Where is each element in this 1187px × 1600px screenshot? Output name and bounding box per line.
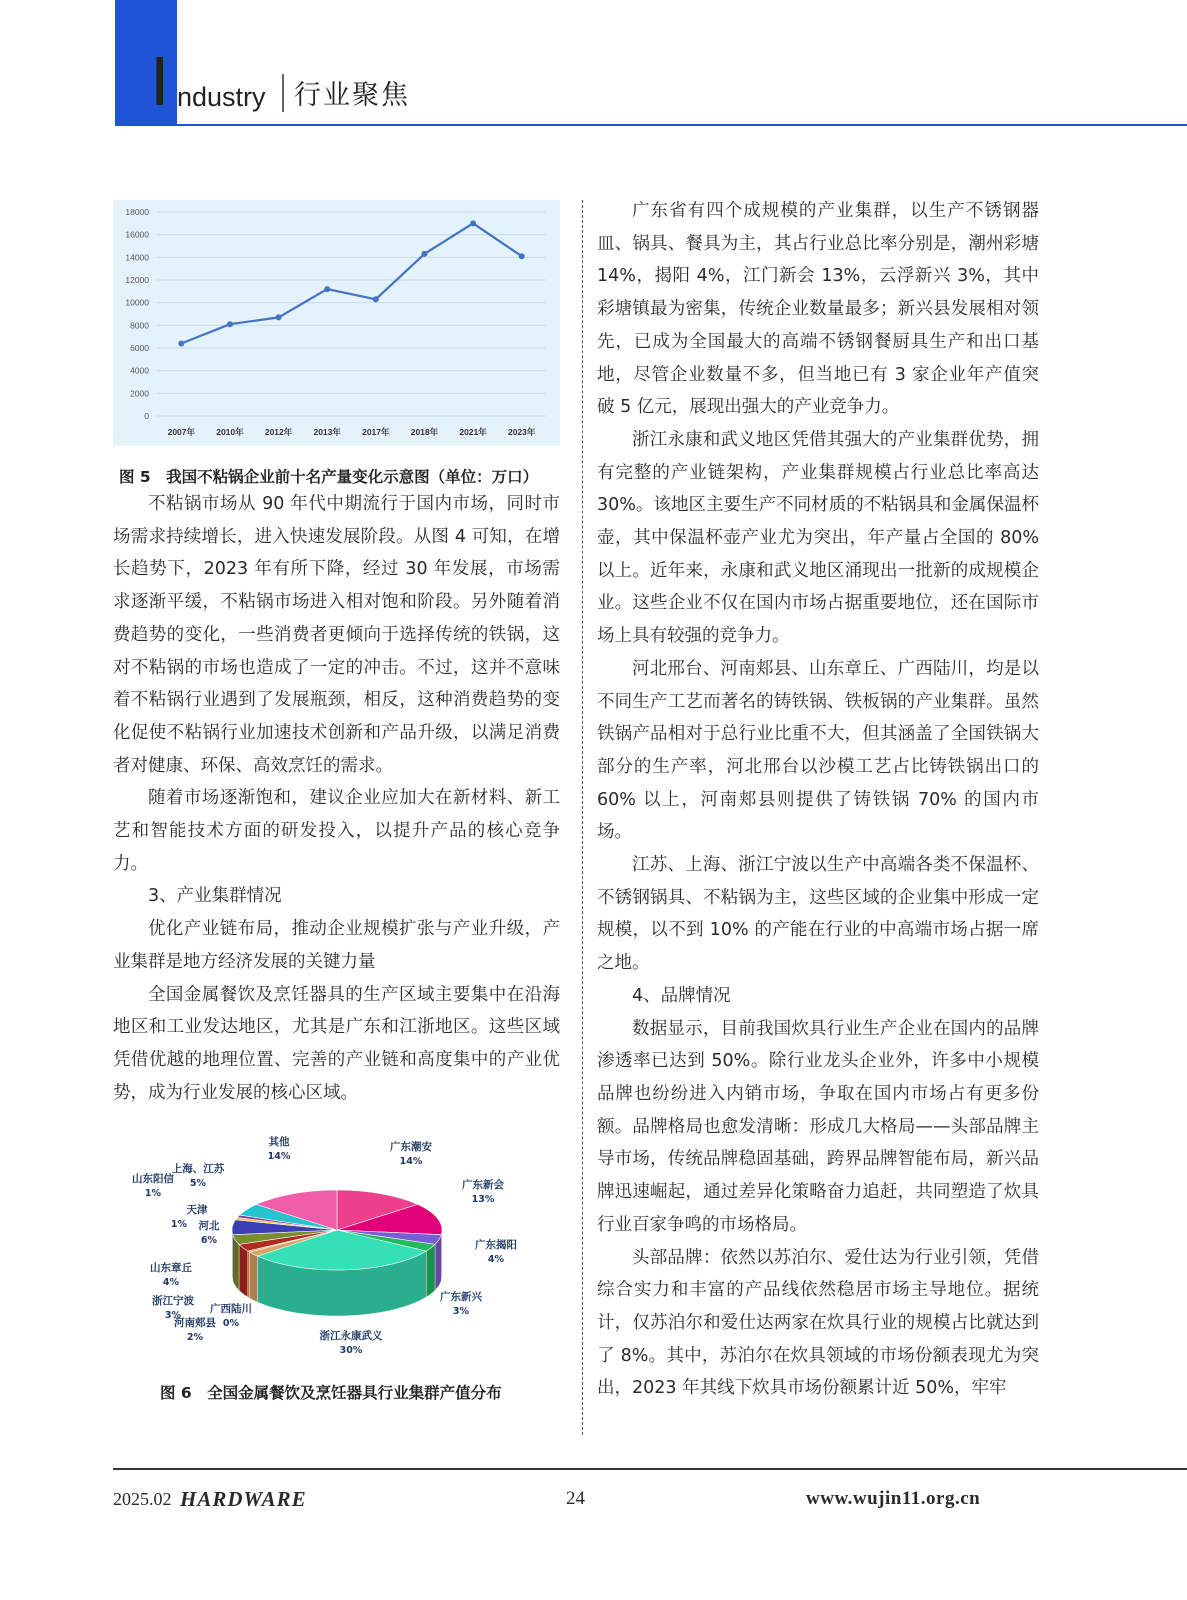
header-big-letter: I xyxy=(150,42,170,120)
paragraph: 江苏、上海、浙江宁波以生产中高端各类不保温杯、不锈钢锅具、不粘锅为主，这些区域的企业集中形成一定规模，以不到 10% 的产能在行业的中高端市场占据一席之地。 xyxy=(597,855,1039,974)
paragraph: 不粘锅市场从 90 年代中期流行于国内市场，同时市场需求持续增长，进入快速发展阶段。从图 4 可知，在增长趋势下，2023 年有所下降，经过 30 年发展，市场需求逐渐平缓，不粘锅市场进入相对饱和阶段。另外随着消费趋势的变化，一些消费者更倾向于选择传统的铁锅，这对不粘锅的市场也造成了一定的冲击。不过，这并不意味着不粘锅行业遇到了发展瓶颈，相反，这种消费趋势的变化促使不粘锅行业加速技术创新和产品升级，以满足消费者对健康、环保、高效烹饪的需求。 xyxy=(113,494,560,776)
data-point xyxy=(421,251,427,257)
pie-percent-label: 13% xyxy=(471,1194,495,1205)
paragraph: 随着市场逐渐饱和，建议企业应加大在新材料、新工艺和智能技术方面的研发投入，以提升产品的核心竞争力。 xyxy=(113,788,560,874)
y-tick-label: 10000 xyxy=(125,297,149,308)
pie-label: 河南郏县 xyxy=(174,1317,216,1329)
paragraph: 数据显示，目前我国炊具行业生产企业在国内的品牌渗透率已达到 50%。除行业龙头企业外，许多中小规模品牌也纷纷进入内销市场，争取在国内市场占有更多份额。品牌格局也愈发清晰：形成几大格局——头部品牌主导市场，传统品牌稳固基础，跨界品牌智能布局，新兴品牌迅速崛起，通过差异化策略奋力追赶，共同塑造了炊具行业百家争鸣的市场格局。 xyxy=(597,1018,1039,1235)
pie-label: 山东章丘 xyxy=(150,1262,192,1274)
y-tick-label: 16000 xyxy=(125,229,149,240)
figure-5-caption: 图 5 我国不粘锅企业前十名产量变化示意图（单位：万口） xyxy=(119,468,539,486)
header-separator xyxy=(282,74,284,112)
column-divider xyxy=(582,200,583,1435)
pie-percent-label: 30% xyxy=(339,1345,363,1356)
footer-rule xyxy=(113,1468,1187,1470)
x-tick-label: 2017年 xyxy=(362,427,390,437)
y-tick-label: 2000 xyxy=(130,388,149,399)
pie-slice-side xyxy=(426,1244,435,1297)
figure-5-line-chart xyxy=(113,200,560,446)
y-tick-label: 4000 xyxy=(130,365,149,376)
x-tick-label: 2018年 xyxy=(410,427,439,437)
pie-slice-side xyxy=(248,1251,250,1298)
pie-label: 浙江永康武义 xyxy=(319,1330,383,1342)
y-tick-label: 12000 xyxy=(125,275,149,285)
paragraph: 河北邢台、河南郏县、山东章丘、广西陆川，均是以不同生产工艺而著名的铸铁锅、铁板锅的产业集群。虽然铁锅产品相对于总行业比重不大，但其涵盖了全国铁锅大部分的生产率，河北邢台以沙模工艺占比铸铁锅出口的 60% 以上，河南郏县则提供了铸铁锅 70% 的国内市场。 xyxy=(597,658,1039,843)
pie-slice-side xyxy=(250,1252,258,1302)
left-text-block-1 xyxy=(113,488,560,1109)
pie-label: 广西陆川 xyxy=(210,1303,252,1315)
y-tick-label: 18000 xyxy=(125,207,149,217)
footer-website-link[interactable]: www.wujin11.org.cn xyxy=(806,1488,981,1509)
x-tick-label: 2010年 xyxy=(216,427,244,437)
pie-chart-svg xyxy=(113,1130,560,1370)
data-point xyxy=(324,286,330,292)
pie-label: 广东新兴 xyxy=(440,1291,482,1303)
pie-percent-label: 3% xyxy=(452,1306,470,1317)
pie-label: 广东潮安 xyxy=(390,1141,432,1153)
data-point xyxy=(519,253,525,259)
data-point xyxy=(227,321,233,327)
data-point xyxy=(470,220,476,226)
y-tick-label: 6000 xyxy=(130,343,149,353)
pie-percent-label: 4% xyxy=(162,1277,180,1288)
pie-label: 广东揭阳 xyxy=(475,1239,517,1251)
footer-magazine-name: HARDWARE xyxy=(180,1487,307,1511)
paragraph: 全国金属餐饮及烹饪器具的生产区域主要集中在沿海地区和工业发达地区，尤其是广东和江浙地区。这些区域凭借优越的地理位置、完善的产业链和高度集中的产业优势，成为行业发展的核心区域。 xyxy=(113,984,560,1103)
pie-label: 山东阳信 xyxy=(132,1173,174,1185)
x-tick-label: 2013年 xyxy=(313,427,341,437)
pie-percent-label: 2% xyxy=(186,1332,204,1343)
data-point xyxy=(276,314,282,320)
pie-slice-side xyxy=(239,1244,248,1297)
x-tick-label: 2021年 xyxy=(459,427,487,437)
footer-issue-date: 2025.02 xyxy=(113,1489,172,1509)
pie-slice-side xyxy=(232,1230,233,1281)
page-number: 24 xyxy=(566,1488,585,1509)
pie-percent-label: 5% xyxy=(189,1178,207,1189)
y-tick-label: 14000 xyxy=(125,252,149,263)
pie-percent-label: 0% xyxy=(222,1318,240,1329)
header-rule xyxy=(177,124,1187,126)
pie-percent-label: 14% xyxy=(267,1151,291,1162)
data-point xyxy=(178,340,184,346)
figure-6-caption: 图 6 全国金属餐饮及烹饪器具行业集群产值分布 xyxy=(160,1384,502,1402)
pie-percent-label: 14% xyxy=(399,1156,423,1167)
paragraph: 浙江永康和武义地区凭借其强大的产业集群优势，拥有完整的产业链架构，产业集群规模占行业总比率高达 30%。该地区主要生产不同材质的不粘锅具和金属保温杯壶，其中保温杯壶产业尤为突出，年产量占全国的 80% 以上。近年来，永康和武义地区涌现出一批新的成规模企业。这些企业不仅在国内市场占据重要地位，还在国际市场上具有较强的竞争力。 xyxy=(597,429,1039,647)
figure-6-pie-chart xyxy=(113,1130,560,1370)
x-tick-label: 2023年 xyxy=(507,427,536,437)
paragraph: 广东省有四个成规模的产业集群，以生产不锈钢器皿、锅具、餐具为主，其占行业总比率分别是，潮州彩塘 14%，揭阳 4%，江门新会 13%，云浮新兴 3%，其中彩塘镇最为密集，传统企业数量最多；新兴县发展相对领先，已成为全国最大的高端不锈钢餐厨具生产和出口基地，尽管企业数量不多，但当地已有 3 家企业年产值突破 5 亿元，展现出强大的产业竞争力。 xyxy=(597,201,1039,418)
header-section-title: 行业聚焦 xyxy=(294,80,410,111)
header-word: ndustry xyxy=(177,82,266,112)
y-tick-label: 8000 xyxy=(130,320,149,331)
pie-percent-label: 4% xyxy=(487,1254,505,1265)
right-text-block xyxy=(597,195,1039,1405)
pie-label: 河北 xyxy=(198,1220,220,1232)
pie-label: 上海、江苏 xyxy=(171,1163,225,1175)
pie-percent-label: 3% xyxy=(164,1310,182,1321)
data-point xyxy=(373,296,379,302)
pie-percent-label: 6% xyxy=(200,1235,218,1246)
paragraph: 优化产业链布局，推动企业规模扩张与产业升级，产业集群是地方经济发展的关键力量 xyxy=(113,919,560,972)
pie-label: 其他 xyxy=(268,1136,290,1148)
line-chart-svg xyxy=(113,200,560,446)
pie-percent-label: 1% xyxy=(170,1219,188,1230)
x-tick-label: 2012年 xyxy=(264,427,293,437)
y-tick-label: 0 xyxy=(144,411,149,421)
paragraph: 头部品牌：依然以苏泊尔、爱仕达为行业引领，凭借综合实力和丰富的产品线依然稳居市场主导地位。据统计，仅苏泊尔和爱仕达两家在炊具行业的规模占比就达到了 8%。其中，苏泊尔在炊具领域的市场份额表现尤为突出，2023 年其线下炊具市场份额累计近 50%，牢牢 xyxy=(597,1247,1039,1399)
section-heading: 3、产业集群情况 xyxy=(148,886,282,907)
x-tick-label: 2007年 xyxy=(167,427,196,437)
section-heading: 4、品牌情况 xyxy=(632,985,731,1006)
pie-label: 广东新会 xyxy=(462,1179,504,1191)
pie-label: 天津 xyxy=(186,1204,208,1216)
pie-percent-label: 1% xyxy=(144,1188,162,1199)
pie-label: 浙江宁波 xyxy=(152,1295,194,1307)
